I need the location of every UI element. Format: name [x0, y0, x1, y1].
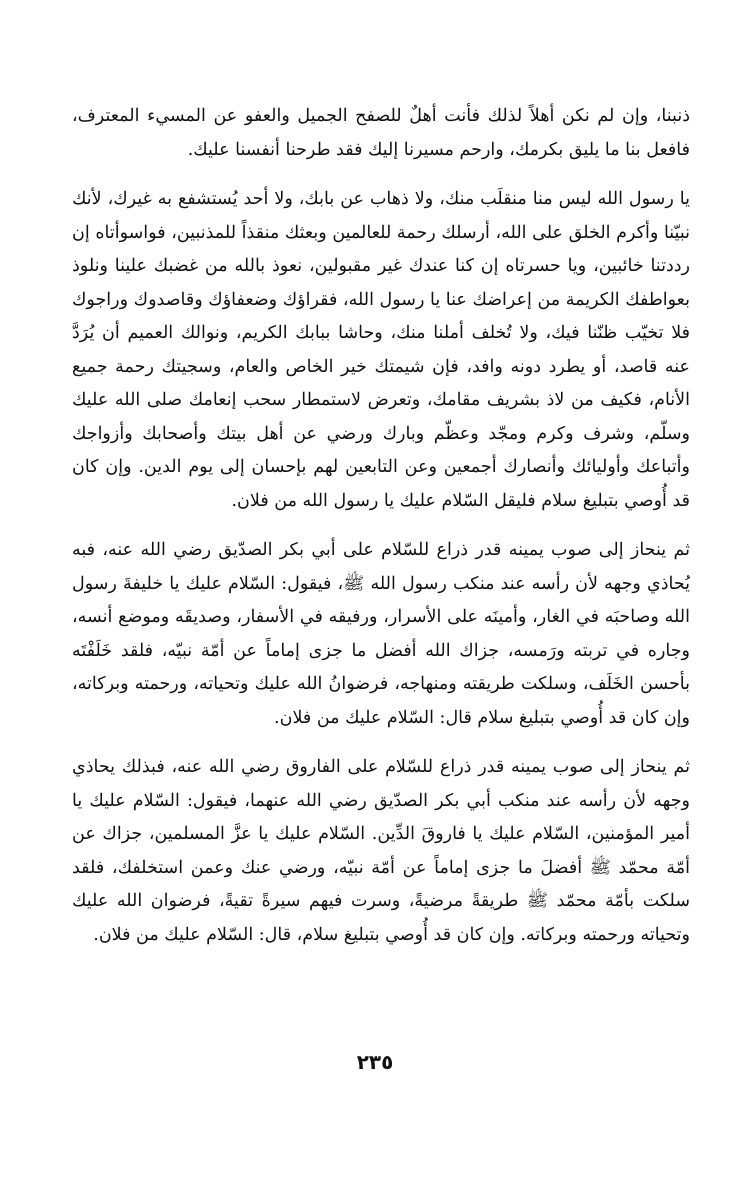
- page-body: [72, 100, 690, 952]
- paragraph-3: ثم ينحاز إلى صوب يمينه قدر ذراع للسّلام على أبي بكر الصدّيق رضي الله عنه، فبه يُحاذي وجهه لأن رأسه عند منكب رسول الله ﷺ، فيقول: السّلام عليك يا خليفةَ رسول الله وصاحبَه في الغار، وأمينَه على الأسرار، ورفيقه في الأسفار، وصديقَه وموضع أنسه، وجاره في تربته ورَمسه، جزاك الله أفضل ما جزى إماماً عن أمّة نبيّه، فلقد خَلَفْتَه بأحسن الخَلَف، وسلكت طريقته ومنهاجه، فرضوانُ الله عليك وتحياته، ورحمته وبركاته، وإن كان قد أُوصي بتبليغ سلام قال: السّلام عليك من فلان.: [72, 540, 690, 728]
- paragraph-4: ثم ينحاز إلى صوب يمينه قدر ذراع للسّلام على الفاروق رضي الله عنه، فبذلك يحاذي وجهه لأن رأسه عند منكب أبي بكر الصدّيق رضي الله عنهما، فيقول: السّلام عليك يا أمير المؤمنين، السّلام عليك يا فاروقَ الدِّين. السّلام عليك يا عزَّ المسلمين، جزاك عن أمّة محمّد ﷺ أفضلَ ما جزى إماماً عن أمّة نبيّه، ورضي عنك وعمن استخلفك، فلقد سلكت بأمّة محمّد ﷺ طريقةً مرضيةً، وسرت فيهم سيرةً تقيةً، فرضوان الله عليك وتحياته ورحمته وبركاته. وإن كان قد أُوصي بتبليغ سلام، قال: السّلام عليك من فلان.: [72, 757, 690, 945]
- paragraph-1: ذنبنا، وإن لم نكن أهلاً لذلك فأنت أهلٌ للصفح الجميل والعفو عن المسيء المعترف، فافعل بنا ما يليق بكرمك، وارحم مسيرنا إليك فقد طرحنا أنفسنا عليك.: [72, 106, 690, 160]
- page-number: ٢٣٥: [356, 1050, 394, 1074]
- paragraph-2: يا رسول الله ليس منا منقلَب منك، ولا ذهاب عن بابك، ولا أحد يُستشفع به غيرك، لأنك نبيّنا وأكرم الخلق على الله، أرسلك رحمة للعالمين وبعثك منقذاً للمذنبين، فواسوأتاه إن رددتنا خائبين، ويا حسرتاه إن كنا عندك غير مقبولين، نعوذ بالله من غضبك علينا ونلوذ بعواطفك الكريمة من إعراضك عنا يا رسول الله، فقراؤك وضعفاؤك وقاصدوك وراجوك فلا تخيّب ظنّنا فيك، ولا تُخلف أملنا منك، وحاشا ببابك الكريم، ونوالك العميم أن يُرَدَّ عنه قاصد، أو يطرد دونه وافد، فإن شيمتك خير الخاص والعام، وسجيتك رحمة جميع الأنام، فكيف من لاذ بشريف مقامك، وتعرض لاستمطار سحب إنعامك صلى الله عليك وسلّم، وشرف وكرم ومجّد وعظّم وبارك ورضي عن أهل بيتك وأصحابك وأزواجك وأتباعك وأوليائك وأنصارك أجمعين وعن التابعين لهم بإحسان إلى يوم الدين. وإن كان قد أُوصي بتبليغ سلام فليقل السّلام عليك يا رسول الله من فلان.: [72, 189, 690, 511]
